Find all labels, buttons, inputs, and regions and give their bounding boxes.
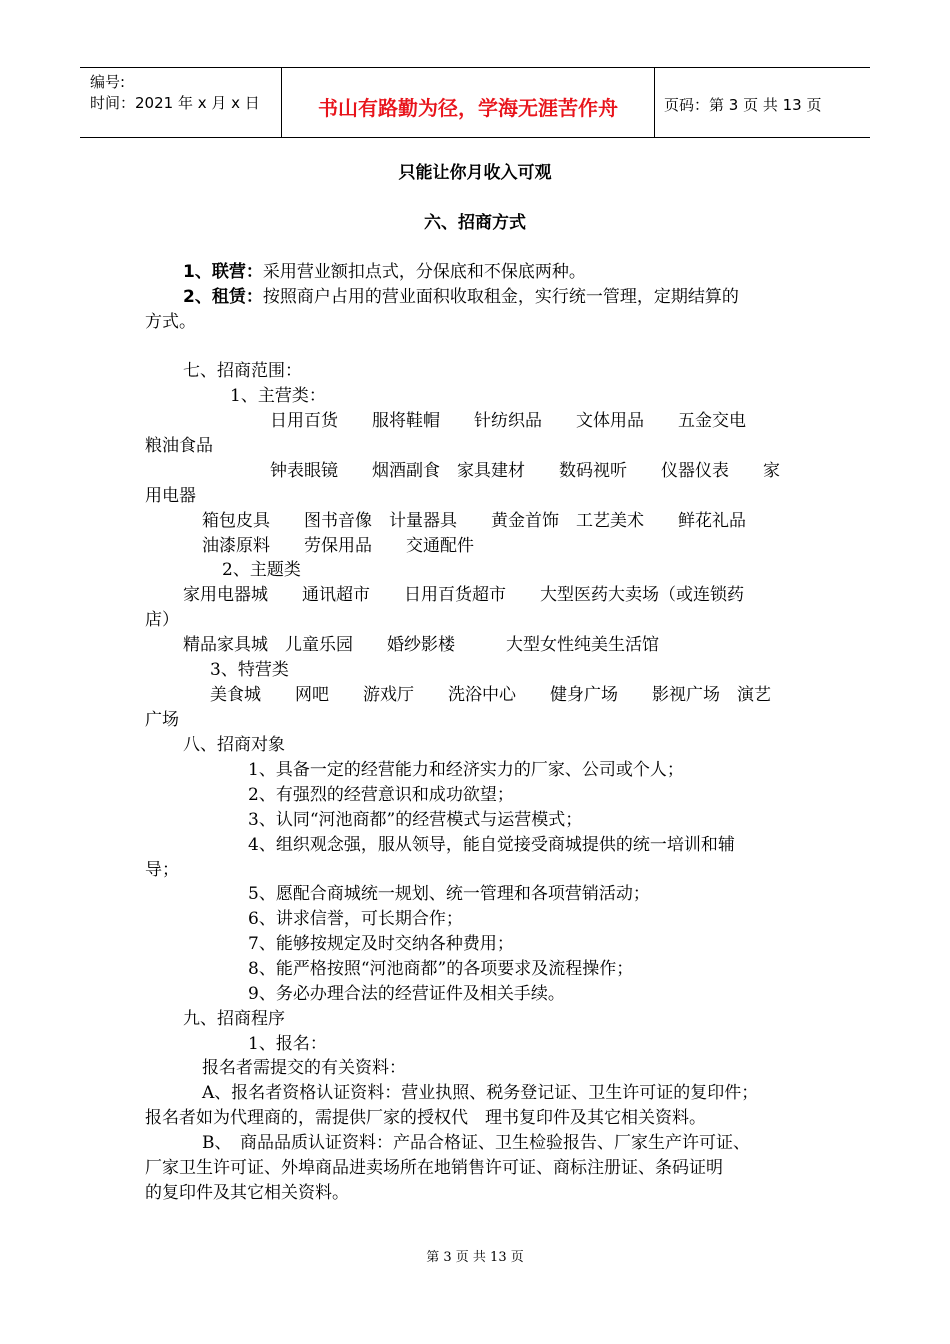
- category-1-line: 日用百货 服将鞋帽 针纺织品 文体用品 五金交电: [270, 411, 746, 431]
- section-6-title: 六、招商方式: [424, 213, 526, 233]
- list-item: 5、愿配合商城统一规划、统一管理和各项营销活动；: [248, 884, 650, 904]
- page-header: [80, 67, 870, 138]
- category-2-line: 家用电器城 通讯超市 日用百货超市 大型医药大卖场（或连锁药: [183, 585, 744, 605]
- category-1-line: 用电器: [145, 486, 196, 506]
- list-item: 3、认同“河池商都”的经营模式与运营模式；: [248, 810, 583, 830]
- category-2-title: 2、主题类: [222, 560, 301, 580]
- list-item: 7、能够按规定及时交纳各种费用；: [248, 934, 514, 954]
- section-6-item-2: [183, 287, 739, 307]
- list-item-cont: 导；: [145, 860, 179, 880]
- section-7-title: 七、招商范围：: [183, 361, 302, 381]
- category-3-line: 广场: [145, 710, 179, 730]
- section-9-title: 九、招商程序: [183, 1009, 285, 1029]
- item-text: 按照商户占用的营业面积收取租金，实行统一管理，定期结算的: [262, 287, 739, 307]
- list-item: 4、组织观念强，服从领导，能自觉接受商城提供的统一培训和辅: [248, 835, 735, 855]
- list-item: 1、具备一定的经营能力和经济实力的厂家、公司或个人；: [248, 760, 684, 780]
- header-info: [90, 72, 260, 114]
- requirement-b-cont: 的复印件及其它相关资料。: [145, 1183, 349, 1203]
- item-text: 采用营业额扣点式，分保底和不保底两种。: [262, 262, 586, 282]
- category-1-title: 1、主营类：: [230, 386, 326, 406]
- requirement-a: A、报名者资格认证资料：营业执照、税务登记证、卫生许可证的复印件；: [202, 1083, 759, 1103]
- time-label: 时间：2021 年 x 月 x 日: [90, 94, 260, 112]
- category-3-line: 美食城 网吧 游戏厅 洗浴中心 健身广场 影视广场 演艺: [210, 685, 771, 705]
- header-page-label: 页码：第 3 页 共 13 页: [664, 96, 822, 114]
- category-3-title: 3、特营类: [210, 660, 289, 680]
- list-item: 8、能严格按照“河池商都”的各项要求及流程操作；: [248, 959, 634, 979]
- category-1-line: 箱包皮具 图书音像 计量器具 黄金首饰 工艺美术 鲜花礼品: [202, 511, 746, 531]
- step-1-title: 1、报名：: [248, 1034, 327, 1054]
- page-footer: 第 3 页 共 13 页: [426, 1250, 524, 1265]
- section-6-item-2-cont: 方式。: [145, 312, 196, 332]
- category-2-line: 精品家具城 儿童乐园 婚纱影楼 大型女性纯美生活馆: [183, 635, 659, 655]
- category-1-line: 粮油食品: [145, 436, 213, 456]
- header-motto: 书山有路勤为径，学海无涯苦作舟: [318, 96, 618, 120]
- requirement-b: B、 商品品质认证资料：产品合格证、卫生检验报告、厂家生产许可证、: [202, 1133, 750, 1153]
- section-6-item-1: [183, 262, 586, 282]
- item-label: 1、联营：: [183, 262, 263, 282]
- item-label: 2、租赁：: [183, 287, 263, 307]
- category-1-line: 油漆原料 劳保用品 交通配件: [202, 536, 474, 556]
- header-divider: [654, 68, 655, 137]
- category-1-line: 钟表眼镜 烟酒副食 家具建材 数码视听 仪器仪表 家: [270, 461, 780, 481]
- requirement-b-cont: 厂家卫生许可证、外埠商品进卖场所在地销售许可证、商标注册证、条码证明: [145, 1158, 723, 1178]
- section-8-title: 八、招商对象: [183, 735, 285, 755]
- code-label: 编号:: [90, 73, 126, 91]
- step-1-intro: 报名者需提交的有关资料：: [202, 1058, 406, 1078]
- list-item: 6、讲求信誉，可长期合作；: [248, 909, 463, 929]
- category-2-line: 店）: [145, 610, 179, 630]
- list-item: 9、务必办理合法的经营证件及相关手续。: [248, 984, 565, 1004]
- page-heading: 只能让你月收入可观: [398, 163, 552, 183]
- requirement-a-cont: 报名者如为代理商的，需提供厂家的授权代 理书复印件及其它相关资料。: [145, 1108, 706, 1128]
- list-item: 2、有强烈的经营意识和成功欲望；: [248, 785, 514, 805]
